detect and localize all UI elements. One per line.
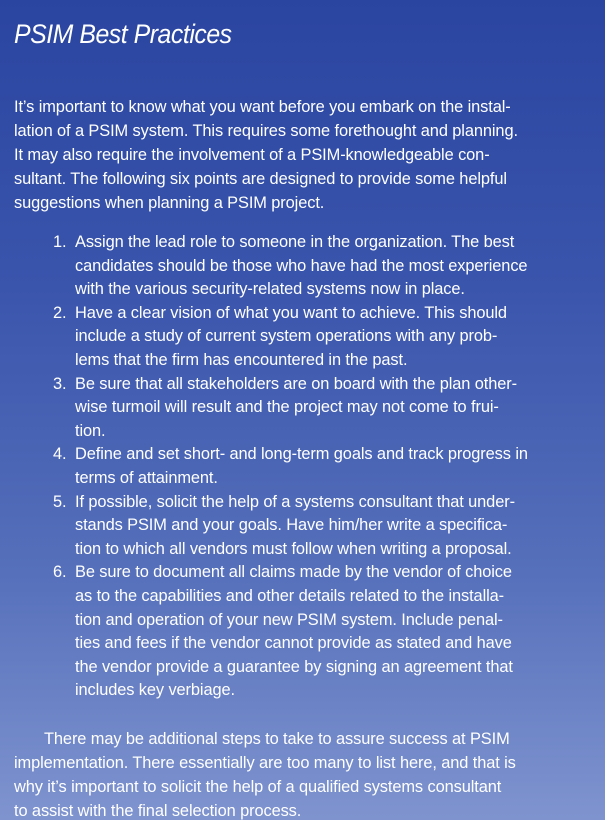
intro-line: suggestions when planning a PSIM project. [14, 194, 325, 212]
list-item-line: ties and fees if the vendor cannot provide as stated and have [75, 634, 512, 653]
list-item [14, 302, 591, 373]
list-item [14, 443, 591, 490]
list-item-line: candidates should be those who have had the most experience [75, 256, 528, 275]
closing-line: to assist with the final selection process. [14, 801, 302, 820]
list-item-number: 2. [53, 303, 67, 322]
list-item-line: stands PSIM and your goals. Have him/her write a specifica- [75, 516, 508, 535]
list-item-line: Be sure to document all claims made by the vendor of choice [75, 563, 512, 582]
list-item-line: terms of attainment. [75, 468, 218, 487]
intro-line: sultant. The following six points are designed to provide some helpful [14, 170, 507, 188]
list-item-line: tion. [75, 421, 106, 440]
panel-title: PSIM Best Practices [14, 19, 232, 49]
list-item-number: 3. [53, 374, 67, 393]
closing-line: why it’s important to solicit the help of a qualified systems consultant [14, 777, 502, 796]
closing-line: implementation. There essentially are too many to list here, and that is [14, 753, 516, 772]
list-item-line: the vendor provide a guarantee by signing an agreement that [75, 657, 513, 676]
closing-line: There may be additional steps to take to assure success at PSIM [44, 729, 510, 748]
list-item-line: with the various security-related systems now in place. [75, 280, 465, 299]
list-item-line: tion to which all vendors must follow when writing a proposal. [75, 539, 512, 558]
list-item-line: lems that the firm has encountered in the past. [75, 350, 408, 369]
list-item-number: 6. [53, 563, 67, 582]
list-item [14, 491, 591, 562]
list-item-number: 4. [53, 445, 67, 464]
list-item-line: Be sure that all stakeholders are on board with the plan other- [75, 374, 517, 393]
list-item-line: tion and operation of your new PSIM system. Include penal- [75, 610, 503, 629]
list-item-number: 1. [53, 233, 67, 251]
list-item-line: include a study of current system operations with any prob- [75, 327, 498, 346]
closing-paragraph [14, 727, 591, 823]
intro-line: It may also require the involvement of a PSIM-knowledgeable con- [14, 146, 490, 164]
list-item [14, 561, 591, 703]
list-item [14, 373, 591, 444]
list-item-line: Assign the lead role to someone in the organization. The best [75, 233, 515, 251]
intro-paragraph [14, 95, 589, 215]
best-practices-list [14, 231, 591, 703]
list-item-line: includes key verbiage. [75, 681, 235, 700]
list-item-line: Have a clear vision of what you want to achieve. This should [75, 303, 507, 322]
list-item-line: wise turmoil will result and the project may not come to frui- [75, 398, 499, 417]
list-item-number: 5. [53, 492, 67, 511]
intro-line: lation of a PSIM system. This requires some forethought and planning. [14, 122, 518, 140]
list-item-line: Define and set short- and long-term goals and track progress in [75, 445, 528, 464]
intro-line: It’s important to know what you want before you embark on the instal- [14, 98, 511, 116]
list-item-line: as to the capabilities and other details related to the installa- [75, 586, 505, 605]
list-item [14, 231, 591, 302]
list-item-line: If possible, solicit the help of a systems consultant that under- [75, 492, 515, 511]
